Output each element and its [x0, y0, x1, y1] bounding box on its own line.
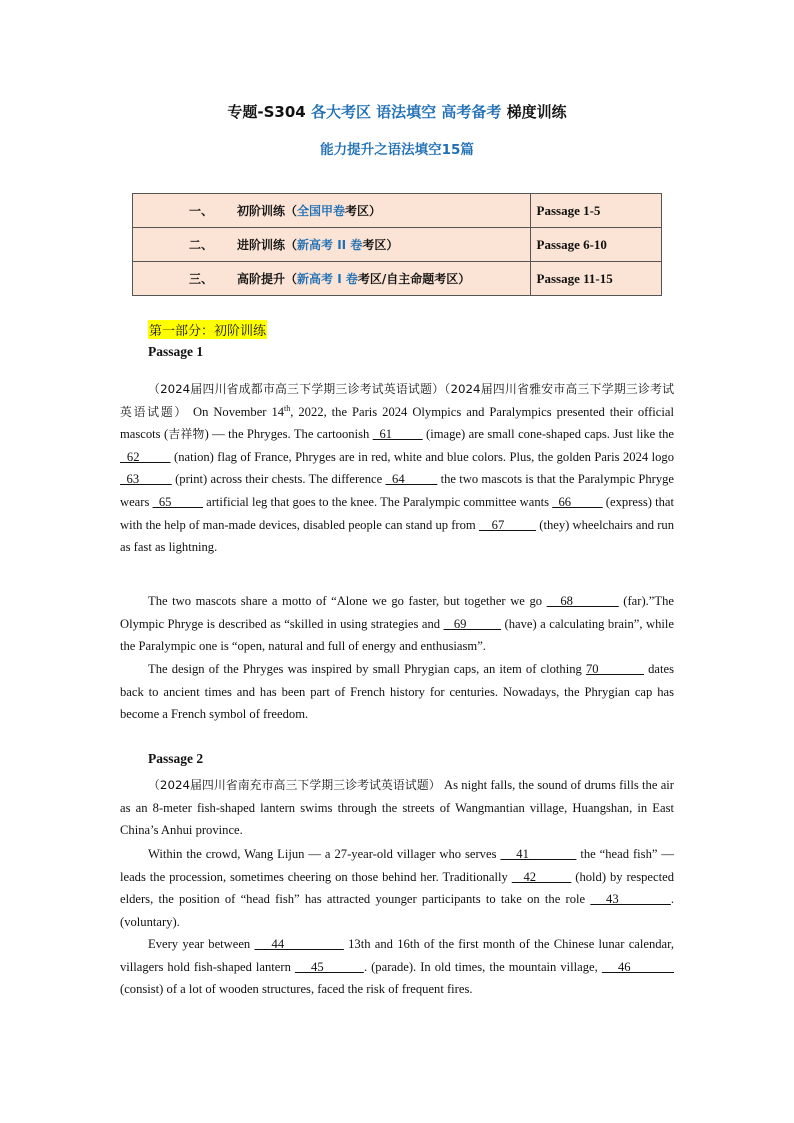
passage-2-paragraph-1: （2024届四川省南充市高三下学期三诊考试英语试题） As night falls, the sound of drums fills the air as an 8-meter fish-shaped lantern swims through the streets of Wangmantian village, Huangshan, in East China’s Anhui province.	[120, 778, 674, 838]
row-number: 一、	[188, 204, 213, 218]
blank-64[interactable]: 64	[385, 472, 438, 487]
table-row	[133, 228, 662, 262]
passage-2-label: Passage 2	[148, 751, 204, 766]
blank-67[interactable]: 67	[478, 517, 537, 532]
row-range: Passage 11-15	[530, 262, 661, 296]
row-label: 高阶提升（新高考 I 卷考区/自主命题考区）	[237, 272, 471, 286]
blank-70[interactable]: 70	[585, 662, 644, 676]
blank-66[interactable]: 66	[552, 494, 603, 509]
title-suffix: 梯度训练	[501, 103, 567, 121]
blank-41[interactable]: 41	[500, 847, 577, 861]
passage-1-paragraph-2: The two mascots share a motto of “Alone we go faster, but together we go 68 (far).”The Olympic Phryge is described as “skilled in using strategies and 69 (have) a calculating brain”, while the Paralympic one is “open, natural and full of energy and enthusiasm”.	[120, 594, 674, 654]
blank-46[interactable]: 46	[601, 959, 675, 974]
source-note: （2024届四川省南充市高三下学期三诊考试英语试题）	[148, 778, 441, 792]
table-row	[133, 262, 662, 296]
passage-1-label: Passage 1	[148, 344, 204, 359]
document-subtitle: 能力提升之语法填空15篇	[320, 142, 474, 158]
passage-2-paragraph-2: Within the crowd, Wang Lijun — a 27-year-old villager who serves 41 the “head fish” — leads the procession, sometimes cheering on those behind her. Traditionally 42 (hold) by respected elders, the position of “head fish” has attracted younger participants to take on the role 43 . (voluntary).	[120, 847, 675, 929]
blank-42[interactable]: 42	[511, 869, 572, 884]
row-number: 二、	[188, 238, 213, 252]
title-highlight: 各大考区 语法填空 高考备考	[310, 103, 502, 121]
blank-63[interactable]: 63	[120, 472, 172, 487]
row-label: 进阶训练（新高考 II 卷考区）	[237, 238, 399, 252]
row-range: Passage 1-5	[530, 194, 661, 228]
blank-45[interactable]: 45	[294, 959, 364, 974]
title-prefix: 专题-S304	[227, 103, 311, 121]
training-plan-table	[132, 193, 662, 296]
row-range: Passage 6-10	[530, 228, 661, 262]
passage-1-paragraph-1: （2024届四川省成都市高三下学期三诊考试英语试题）（2024届四川省雅安市高三下学期三诊考试英语试题） On November 14th, 2022, the Paris 2024 Olympics and Paralympics presented their official mascots (吉祥物) — the Phryges. The cartoonish 61 (image) are small cone-shaped caps. Just like the 62 (nation) flag of France, Phryges are in red, white and blue colors. Plus, the golden Paris 2024 logo 63 (print) across their chests. The difference 64 the two mascots is that the Paralympic Phryge wears 65 artificial leg that goes to the knee. The Paralympic committee wants 66 (express) that with the help of man-made devices, disabled people can stand up from 67 (they) wheelchairs and run as fast as lightning.	[120, 382, 675, 555]
blank-62[interactable]: 62	[120, 449, 171, 464]
blank-44[interactable]: 44	[254, 937, 344, 951]
table-row	[133, 194, 662, 228]
blank-43[interactable]: 43	[590, 892, 671, 907]
passage-2-paragraph-3: Every year between 44 13th and 16th of the first month of the Chinese lunar calendar, villagers hold fish-shaped lantern 45 . (parade). In old times, the mountain village, 46 (consist) of a lot of wooden structures, faced the risk of frequent fires.	[120, 937, 675, 997]
blank-68[interactable]: 68	[546, 594, 619, 608]
blank-65[interactable]: 65	[152, 494, 203, 509]
row-number: 三、	[188, 272, 213, 286]
section-heading: 第一部分：初阶训练	[148, 320, 267, 339]
row-label: 初阶训练（全国甲卷考区）	[237, 204, 382, 218]
source-note: （2024届四川省成都市高三下学期三诊考试英语试题）（2024届四川省雅安市高三下学期三诊考试英语试题）	[120, 382, 674, 419]
passage-1-paragraph-3: The design of the Phryges was inspired by small Phrygian caps, an item of clothing 70 dates back to ancient times and has been part of French history for centuries. Nowadays, the Phrygian cap has become a French symbol of freedom.	[120, 662, 674, 722]
blank-69[interactable]: 69	[443, 616, 502, 631]
document-title	[0, 101, 794, 122]
blank-61[interactable]: 61	[372, 427, 423, 442]
